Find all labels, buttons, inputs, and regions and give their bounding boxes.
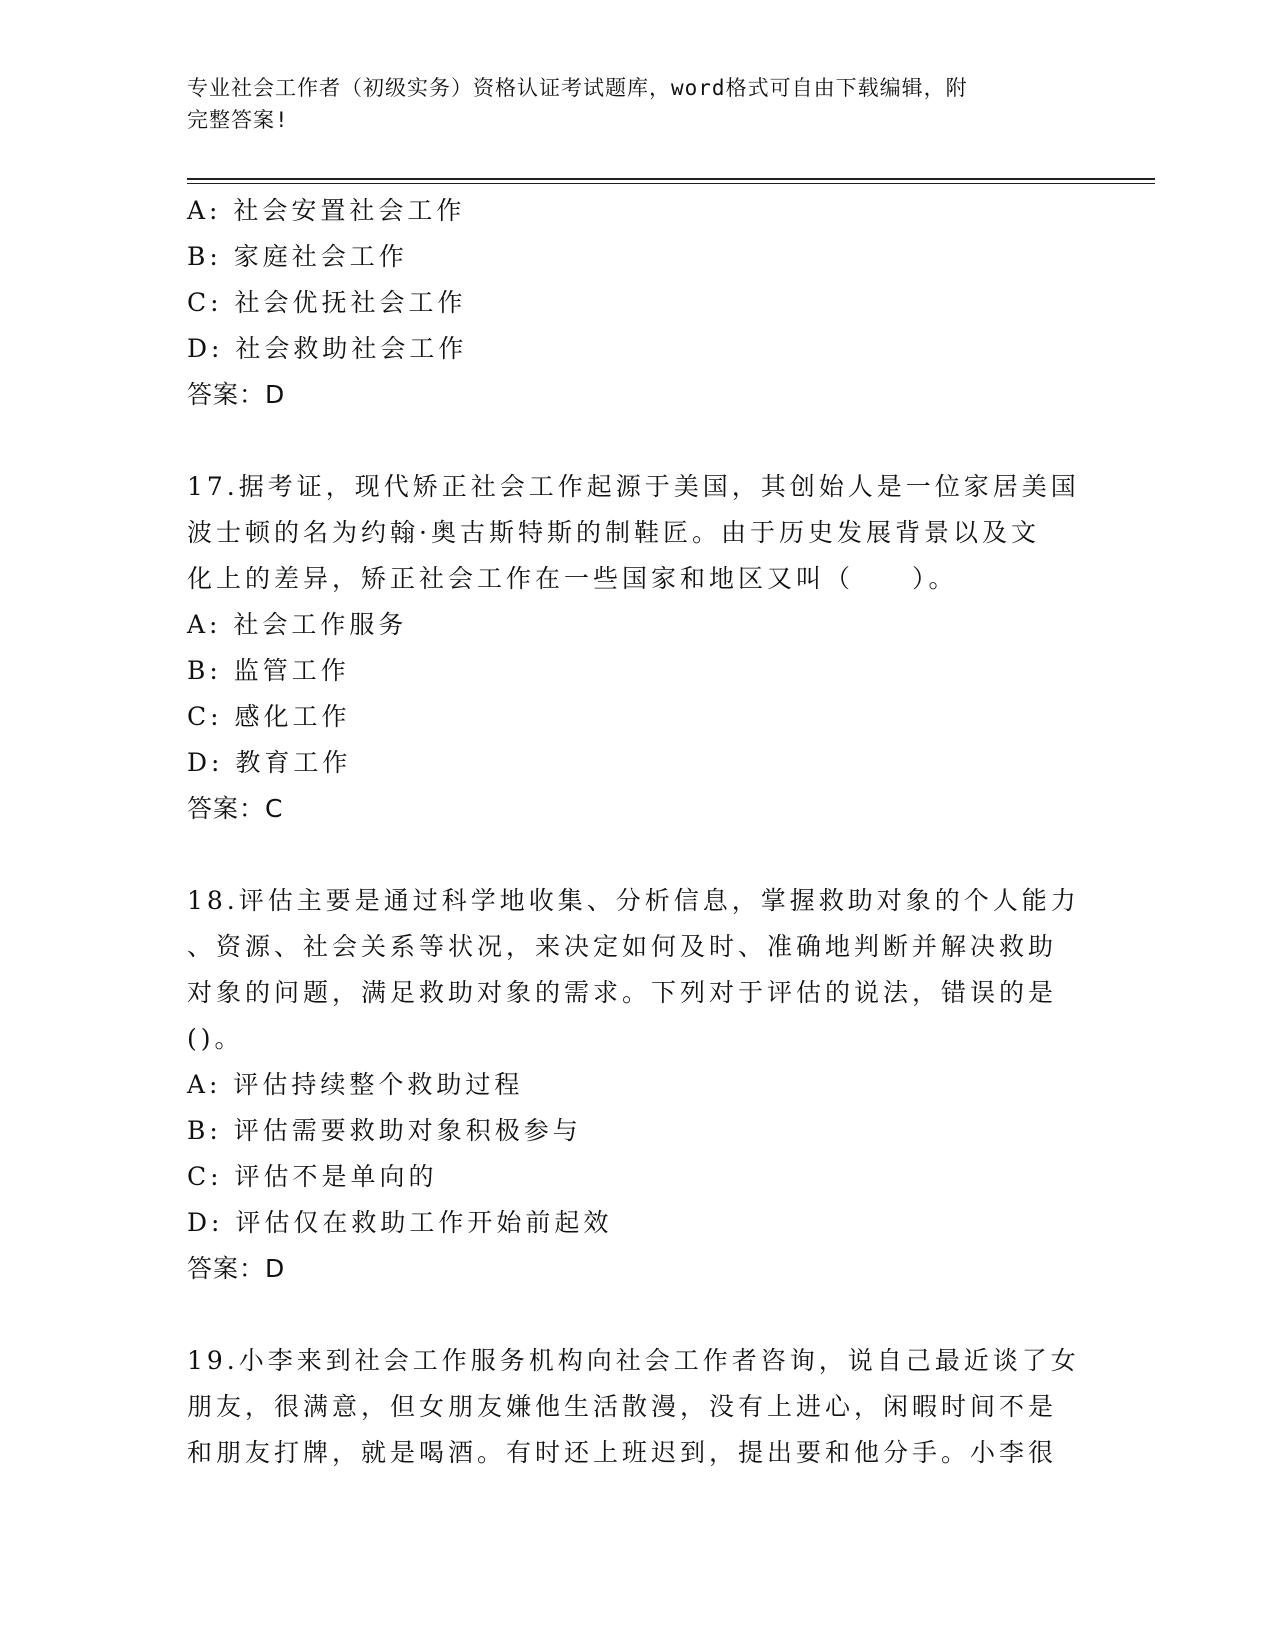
answer-line: 答案：D <box>187 1254 286 1283</box>
option-d: D: 教育工作 <box>187 748 352 777</box>
question-text-line: 18.评估主要是通过科学地收集、分析信息，掌握救助对象的个人能力 <box>187 886 1080 915</box>
option-d: D: 评估仅在救助工作开始前起效 <box>187 1208 613 1237</box>
spacer <box>187 832 1087 878</box>
question-19 <box>187 1338 1087 1476</box>
question-text-line: 对象的问题，满足救助对象的需求。下列对于评估的说法，错误的是 <box>187 978 1058 1007</box>
question-text-line: 化上的差异，矫正社会工作在一些国家和地区又叫（ ）。 <box>187 564 958 593</box>
option-a: A: 评估持续整个救助过程 <box>187 1070 524 1099</box>
option-c: C: 感化工作 <box>187 702 351 731</box>
header-divider-thick <box>187 178 1155 180</box>
answer-line: 答案：D <box>187 380 286 409</box>
spacer <box>187 1292 1087 1338</box>
header-line-1: 专业社会工作者（初级实务）资格认证考试题库，word格式可自由下载编辑，附 <box>187 76 968 100</box>
option-c: C: 评估不是单向的 <box>187 1162 438 1191</box>
question-text-line: 波士顿的名为约翰·奥古斯特斯的制鞋匠。由于历史发展背景以及文 <box>187 518 1040 547</box>
question-text-line: ()。 <box>187 1024 244 1053</box>
option-b: B: 家庭社会工作 <box>187 242 408 271</box>
answer-line: 答案：C <box>187 794 284 823</box>
question-text-line: 、资源、社会关系等状况，来决定如何及时、准确地判断并解决救助 <box>187 932 1058 961</box>
question-text-line: 17.据考证，现代矫正社会工作起源于美国，其创始人是一位家居美国 <box>187 472 1080 501</box>
option-a: A: 社会工作服务 <box>187 610 408 639</box>
question-content <box>187 188 1087 1476</box>
spacer <box>187 418 1087 464</box>
document-header <box>187 72 1087 136</box>
question-text-line: 朋友，很满意，但女朋友嫌他生活散漫，没有上进心，闲暇时间不是 <box>187 1392 1058 1421</box>
option-a: A: 社会安置社会工作 <box>187 196 466 225</box>
option-b: B: 评估需要救助对象积极参与 <box>187 1116 582 1145</box>
question-text-line: 和朋友打牌，就是喝酒。有时还上班迟到，提出要和他分手。小李很 <box>187 1438 1058 1467</box>
header-line-2: 完整答案! <box>187 108 289 132</box>
question-17 <box>187 464 1087 832</box>
option-c: C: 社会优抚社会工作 <box>187 288 467 317</box>
header-divider-thin <box>187 183 1155 184</box>
question-text-line: 19.小李来到社会工作服务机构向社会工作者咨询，说自己最近谈了女 <box>187 1346 1080 1375</box>
option-b: B: 监管工作 <box>187 656 350 685</box>
question-16 <box>187 188 1087 418</box>
option-d: D: 社会救助社会工作 <box>187 334 468 363</box>
question-18 <box>187 878 1087 1292</box>
